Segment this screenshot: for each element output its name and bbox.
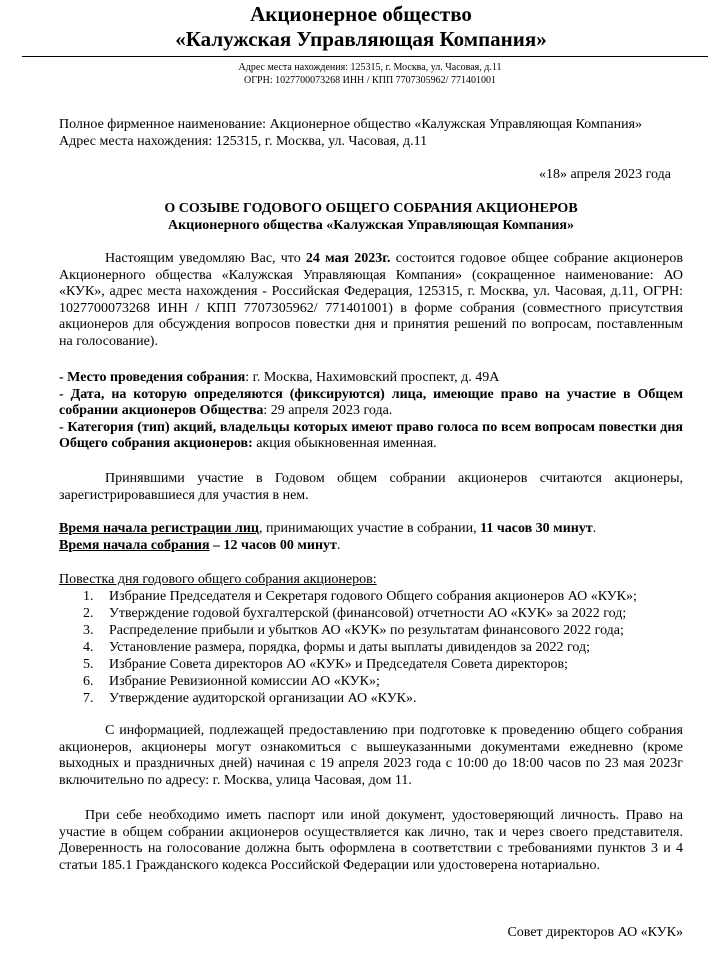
company-title-line1: Акционерное общество (250, 2, 472, 26)
agenda-item-text: Избрание Ревизионной комиссии АО «КУК»; (109, 674, 380, 689)
header-ids: ОГРН: 1027700073268 ИНН / КПП 7707305962/ 771401001 (244, 75, 496, 86)
agenda-item-text: Избрание Председателя и Секретаря годового Общего собрания акционеров АО «КУК»; (109, 589, 637, 604)
agenda-item-number: 6. (83, 674, 94, 689)
agenda-item (59, 639, 683, 656)
start-time-label: Время начала собрания (59, 538, 210, 553)
start-time-value: 12 часов 00 минут (223, 538, 337, 553)
agenda-item (59, 690, 683, 707)
period: . (336, 538, 341, 553)
record-date (59, 387, 683, 420)
notice-title-line2: Акционерного общества «Калужская Управляющая Компания» (168, 217, 574, 233)
share-category-value: акция обыкновенная именная. (252, 436, 437, 451)
agenda-item (59, 656, 683, 673)
full-name-line: Полное фирменное наименование: Акционерное общество «Калужская Управляющая Компания» (59, 117, 643, 132)
place-label: - Место проведения собрания (59, 370, 246, 385)
agenda-title: Повестка дня годового общего собрания акционеров: (59, 572, 377, 587)
share-category-label: - Категория (тип) акций, владельцы которых имеют право голоса по всем вопросам повестки дня Общего собрания акционеров: (59, 419, 683, 451)
notice-paragraph (59, 251, 683, 350)
record-date-value: : 29 апреля 2023 года. (263, 403, 393, 418)
registration-time-text: , принимающих участие в собрании, (259, 521, 481, 536)
meeting-details (59, 370, 683, 453)
participants-paragraph: Принявшими участие в Годовом общем собрании акционеров считаются акционеры, зарегистрировавшиеся для участия в нем. (59, 471, 683, 503)
start-time (59, 538, 683, 555)
header-address: Адрес места нахождения: 125315, г. Москва, ул. Часовая, д.11 (238, 62, 502, 73)
agenda-item-number: 1. (83, 589, 94, 604)
notice-date: «18» апреля 2023 года (539, 167, 671, 182)
agenda-item-text: Утверждение аудиторской организации АО «КУК». (109, 691, 417, 706)
agenda-list (59, 588, 683, 707)
address-line: Адрес места нахождения: 125315, г. Москва, ул. Часовая, д.11 (59, 134, 428, 149)
registration-time-value: 11 часов 30 минут (480, 521, 593, 536)
header-divider (22, 56, 708, 57)
company-title (0, 2, 722, 52)
agenda-item (59, 588, 683, 605)
registration-time-label: Время начала регистрации лиц (59, 521, 259, 536)
registration-time (59, 521, 683, 538)
signature: Совет директоров АО «КУК» (507, 925, 683, 940)
agenda-item-number: 2. (83, 606, 94, 621)
agenda-item-number: 3. (83, 623, 94, 638)
agenda-item (59, 622, 683, 639)
agenda-item (59, 605, 683, 622)
para-text-cont: состоится годовое общее собрание акционеров Акционерного общества «Калужская Управляющая Компания» (сокращенное наименование: АО «КУК», адрес места нахождения - Российская Федерация, 125315, г. Москва, ул. Часовая, д.11, ОГРН: 1027700073268 ИНН / КПП 7707305962/ 771401001) в форме собрания (совместного присутствия акционеров для обсуждения вопросов повестки дня и принятия решений по вопросам, поставленным на голосование). (59, 251, 683, 349)
company-title-line2: «Калужская Управляющая Компания» (175, 27, 547, 51)
agenda-item-text: Утверждение годовой бухгалтерской (финансовой) отчетности АО «КУК» за 2022 год; (109, 606, 627, 621)
para-text: Настоящим уведомляю Вас, что (105, 251, 306, 266)
passport-paragraph: При себе необходимо иметь паспорт или иной документ, удостоверяющий личность. Право на участие в общем собрании акционеров осуществляется как лично, так и через своего представителя. Доверенность на голосование должна быть оформлена в соответствии с требованиями пунктов 3 и 4 статьи 185.1 Гражданского кодекса Российской Федерации или удостоверена нотариально. (59, 808, 683, 873)
agenda-item-text: Установление размера, порядка, формы и даты выплаты дивидендов за 2022 год; (109, 640, 590, 655)
place-value: : г. Москва, Нахимовский проспект, д. 49А (245, 370, 500, 385)
agenda-item-number: 7. (83, 691, 94, 706)
documents-paragraph: С информацией, подлежащей предоставлению при подготовке к проведению общего собрания акционеров, акционеры могут ознакомиться с вышеуказанными документами ежедневно (кроме выходных и праздничных дней) начиная с 19 апреля 2023 года с 10:00 до 18:00 часов по 23 мая 2023г включительно по адресу: г. Москва, улица Часовая, дом 11. (59, 723, 683, 788)
agenda-item-number: 4. (83, 640, 94, 655)
agenda-item-text: Распределение прибыли и убытков АО «КУК» по результатам финансового 2022 года; (109, 623, 624, 638)
agenda-item-number: 5. (83, 657, 94, 672)
share-category (59, 420, 683, 453)
agenda-item (59, 673, 683, 690)
agenda-item-text: Избрание Совета директоров АО «КУК» и Председателя Совета директоров; (109, 657, 568, 672)
notice-title (59, 201, 683, 234)
period: . (592, 521, 597, 536)
notice-title-line1: О СОЗЫВЕ ГОДОВОГО ОБЩЕГО СОБРАНИЯ АКЦИОНЕРОВ (164, 201, 578, 216)
meeting-place (59, 370, 683, 387)
record-date-label: - Дата, на которую определяются (фиксируются) лица, имеющие право на участие в Общем собрании акционеров Общества (59, 386, 683, 418)
dash: – (209, 538, 224, 553)
meeting-date: 24 мая 2023г. (305, 251, 391, 266)
